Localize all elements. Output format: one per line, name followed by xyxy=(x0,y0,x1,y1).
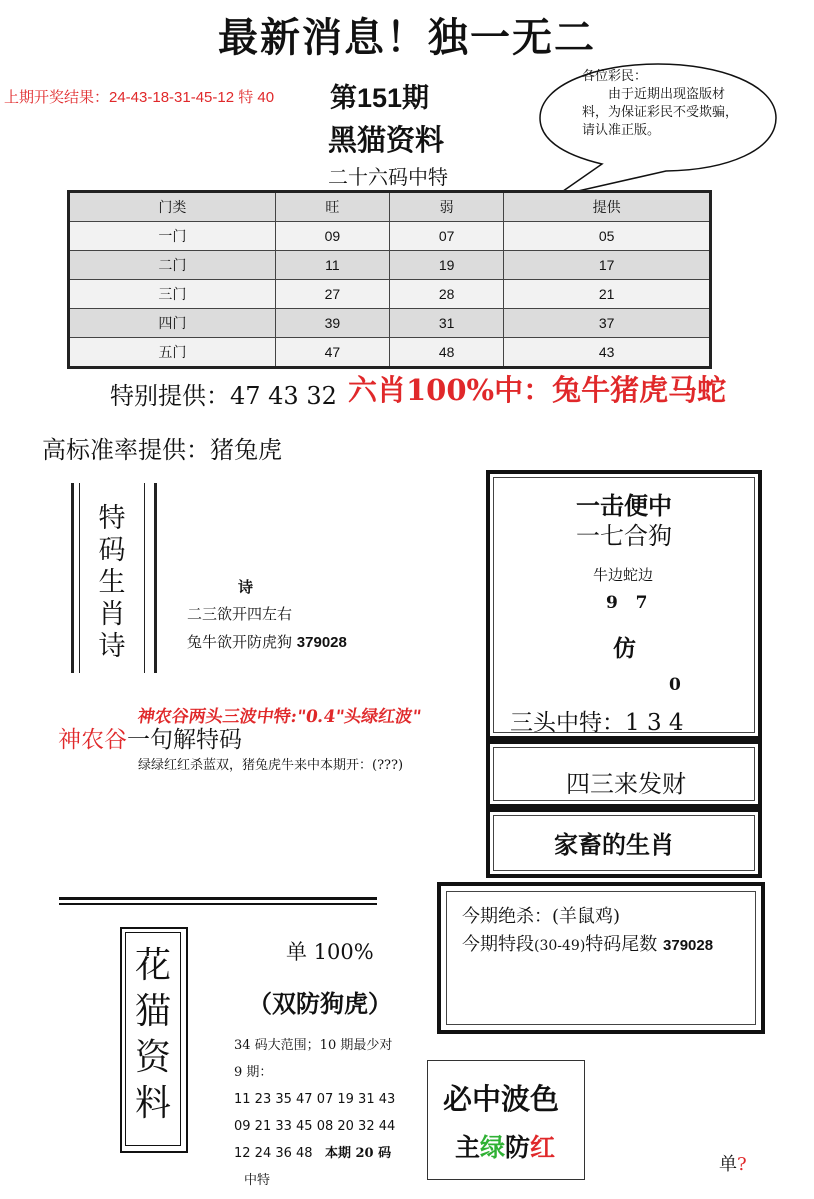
last-result: 上期开奖结果：24-43-18-31-45-12 特 40 xyxy=(4,89,275,106)
table-cell: 三门 xyxy=(69,280,276,309)
tips-line-2: 一七合狗 xyxy=(576,522,672,550)
question-mark: ? xyxy=(737,1154,747,1175)
range-line-6: 中特 xyxy=(244,1173,271,1188)
table-row xyxy=(69,338,711,368)
table-cell: 07 xyxy=(389,222,503,251)
table-cell: 21 xyxy=(504,280,711,309)
kill-line-1: 今期绝杀：(羊鼠鸡) xyxy=(462,906,621,927)
vertical-char: 花 xyxy=(134,945,171,986)
kill-range: (30-49) xyxy=(534,938,586,954)
poem-line-2-numbers: 379028 xyxy=(296,634,347,651)
shennong-desc: 绿绿红红杀蓝双，猪兔虎牛来中本期开：(???) xyxy=(138,758,404,773)
bubble-greeting: 各位彩民： xyxy=(582,69,648,84)
poem-title: 诗 xyxy=(238,578,254,596)
poem-line-2 xyxy=(187,631,347,652)
table-header-cell: 弱 xyxy=(389,192,503,222)
headline: 最新消息！独一无二 xyxy=(218,14,596,61)
tips-line-4: 9 7 xyxy=(606,593,650,613)
fortune-text: 四三来发财 xyxy=(566,770,686,798)
section-divider xyxy=(59,897,377,905)
range-numbers-3: 12 24 36 48 xyxy=(234,1146,313,1161)
table-cell: 28 xyxy=(389,280,503,309)
table-cell: 二门 xyxy=(69,251,276,280)
table-cell: 48 xyxy=(389,338,503,368)
table-row xyxy=(69,309,711,338)
table-header-cell: 旺 xyxy=(275,192,389,222)
table-header-cell: 提供 xyxy=(504,192,711,222)
tips-line-6: 0 xyxy=(669,675,681,695)
vertical-char: 生 xyxy=(98,567,126,598)
single-label: 单 xyxy=(719,1154,737,1175)
vertical-char: 料 xyxy=(134,1083,171,1124)
range-line-5b: 本期 20 码 xyxy=(324,1146,392,1161)
subtitle-2: 二十六码中特 xyxy=(328,165,448,189)
table-cell: 31 xyxy=(389,309,503,338)
table-cell: 五门 xyxy=(69,338,276,368)
kill-numbers: 379028 xyxy=(663,937,714,954)
table-header-row xyxy=(69,192,711,222)
table-row xyxy=(69,251,711,280)
shennong-title xyxy=(58,721,242,754)
poem-line-1: 二三欲开四左右 xyxy=(187,605,293,623)
table-cell: 43 xyxy=(504,338,711,368)
table-cell: 47 xyxy=(275,338,389,368)
huamao-label xyxy=(130,943,176,1127)
table-row xyxy=(69,222,711,251)
issue-number: 第151期 xyxy=(330,83,430,113)
poem-label-box xyxy=(71,483,157,679)
huamao-label-box xyxy=(120,927,188,1153)
kill-line-2b: 特码尾数 xyxy=(585,934,658,955)
range-numbers-1: 11 23 35 47 07 19 31 43 xyxy=(234,1092,396,1107)
kill-line-2 xyxy=(462,930,713,956)
vertical-char: 特 xyxy=(98,503,126,534)
wave-red: 红 xyxy=(530,1133,556,1162)
vertical-char: 诗 xyxy=(98,631,126,662)
poem-box-label xyxy=(89,503,135,663)
table-cell: 27 xyxy=(275,280,389,309)
table-row xyxy=(69,280,711,309)
speech-bubble xyxy=(536,56,780,192)
vertical-char: 肖 xyxy=(98,599,126,630)
kill-line-2a: 今期特段 xyxy=(462,934,534,955)
wave-guard: 防 xyxy=(505,1133,531,1162)
range-line-1: 34 码大范围；10 期最少对 xyxy=(234,1038,393,1053)
bubble-body: 由于近期出现盗版材料，为保证彩民不受欺骗，请认准正版。 xyxy=(582,87,739,138)
bubble-text xyxy=(582,68,742,140)
range-line-2: 9 期： xyxy=(234,1065,273,1080)
six-zodiac: 六肖100%中：兔牛猪虎马蛇 xyxy=(348,373,727,407)
table-cell: 一门 xyxy=(69,222,276,251)
wave-main: 主 xyxy=(455,1133,481,1162)
shennong-title-red: 神农谷 xyxy=(58,727,127,753)
vertical-char: 资 xyxy=(134,1037,171,1078)
range-line-5 xyxy=(234,1140,424,1167)
special-provide: 特别提供：47 43 32 xyxy=(110,382,337,410)
wave-green: 绿 xyxy=(480,1133,506,1162)
table-cell: 11 xyxy=(275,251,389,280)
wave-color-title: 必中波色 xyxy=(443,1082,560,1116)
livestock-text: 家畜的生肖 xyxy=(554,830,674,859)
shennong-top-line: 神农谷两头三波中特:"0.4"头绿红波" xyxy=(136,707,423,727)
table-cell: 四门 xyxy=(69,309,276,338)
table-cell: 09 xyxy=(275,222,389,251)
subtitle: 黑猫资料 xyxy=(328,123,445,157)
table-cell: 37 xyxy=(504,309,711,338)
double-guard: （双防狗虎） xyxy=(248,989,392,1018)
single-question xyxy=(719,1150,747,1176)
table-cell: 39 xyxy=(275,309,389,338)
high-accuracy: 高标准率提供：猪兔虎 xyxy=(42,436,282,464)
table-cell: 19 xyxy=(389,251,503,280)
table-cell: 17 xyxy=(504,251,711,280)
shennong-title-black: 一句解特码 xyxy=(127,727,242,753)
tips-line-5: 仿 xyxy=(613,635,636,662)
single-100: 单 100% xyxy=(286,940,374,964)
wave-color-line xyxy=(455,1128,555,1164)
range-numbers-2: 09 21 33 45 08 20 32 44 xyxy=(234,1119,396,1134)
vertical-char: 码 xyxy=(98,535,126,566)
doors-table xyxy=(67,190,712,369)
range-info xyxy=(234,1032,424,1194)
poem-line-2-text: 兔牛欲开防虎狗 xyxy=(187,633,293,651)
tips-line-3: 牛边蛇边 xyxy=(593,566,654,584)
vertical-char: 猫 xyxy=(134,991,171,1032)
table-cell: 05 xyxy=(504,222,711,251)
tips-line-1: 一击便中 xyxy=(576,491,672,520)
table-header-cell: 门类 xyxy=(69,192,276,222)
tips-line-7: 三头中特：1 3 4 xyxy=(510,710,684,736)
